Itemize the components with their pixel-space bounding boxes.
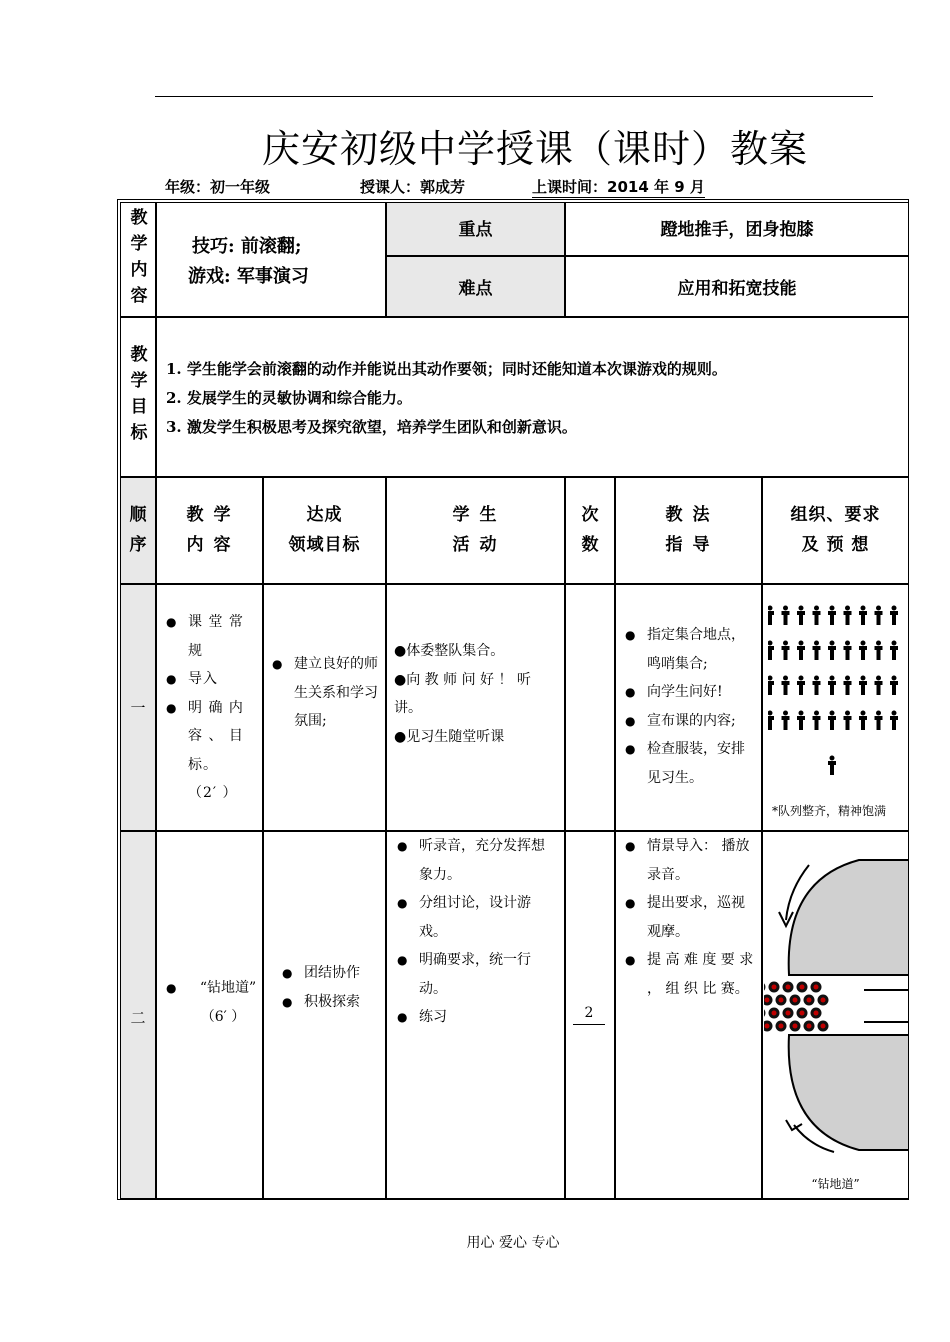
student-figure	[813, 676, 821, 696]
difficulty-value: 应用和拓宽技能	[677, 279, 797, 299]
key-point-value: 蹬地推手，团身抱膝	[660, 220, 814, 240]
row2-content: ● “钻地道” （6′ ）	[166, 974, 258, 1031]
student-dot-center	[772, 985, 777, 990]
class-time-label: 上课时间	[532, 178, 593, 196]
student-figure	[844, 606, 852, 626]
student-figure	[828, 606, 836, 626]
student-dot	[764, 982, 766, 993]
row1-goal: ● 建立良好的师生关系和学习氛围;	[272, 650, 380, 736]
class-time-value: ：2014 年 9 月	[592, 178, 705, 196]
header-method: 教 法 指 导	[665, 505, 712, 555]
student-dot-center	[786, 1011, 791, 1016]
row2-order: 二	[130, 1009, 146, 1027]
student-dot-center	[793, 1024, 798, 1029]
student-dot-center	[807, 1024, 812, 1029]
header-order: 顺 序	[129, 505, 147, 555]
student-figure	[813, 606, 821, 626]
header-org: 组织、要求 及 预 想	[790, 505, 881, 555]
student-figure	[768, 676, 774, 696]
student-figure	[859, 641, 867, 661]
student-dot-center	[765, 1024, 770, 1029]
student-figure	[890, 676, 898, 696]
row2-time: （6′ ）	[200, 1008, 246, 1025]
student-dot	[764, 1008, 766, 1019]
grade-field: 年级：初一年级	[165, 178, 271, 196]
student-dot-center	[765, 998, 770, 1003]
student-figure	[875, 711, 883, 731]
student-figure	[828, 711, 836, 731]
student-figure	[890, 606, 898, 626]
student-figure	[797, 711, 805, 731]
row2-org-caption: “钻地道”	[811, 1177, 860, 1191]
student-figure	[828, 676, 836, 696]
student-dot-center	[821, 998, 826, 1003]
header-content: 教 学 内 容	[186, 505, 233, 555]
student-figure	[844, 676, 852, 696]
formation-diagram	[768, 605, 908, 785]
student-dot-center	[800, 985, 805, 990]
student-figure	[890, 711, 898, 731]
student-figure	[844, 641, 852, 661]
student-dot-center	[772, 1011, 777, 1016]
header-count: 次 数	[581, 505, 599, 555]
row1-count-cell	[565, 584, 615, 831]
teacher-figure	[828, 756, 836, 776]
objective-2: 2. 发展学生的灵敏协调和综合能力。	[166, 389, 412, 407]
row1-time: （2′ ）	[188, 785, 238, 801]
page-title: 庆安初级中学授课（课时）教案	[261, 127, 808, 171]
lesson-plan-table	[117, 199, 909, 1200]
student-figure	[768, 711, 774, 731]
student-figure	[875, 606, 883, 626]
row2-count: 2	[573, 1002, 605, 1025]
student-dot-center	[779, 998, 784, 1003]
student-figure	[875, 676, 883, 696]
row1-activity-item: ●见习生随堂听课	[394, 728, 505, 745]
student-dot-center	[800, 1011, 805, 1016]
row1-content	[166, 608, 256, 808]
content-line-1: 技巧: 前滚翻;	[192, 236, 302, 257]
student-dot-center	[779, 1024, 784, 1029]
row1-order: 一	[130, 699, 146, 717]
student-figure	[797, 641, 805, 661]
row1-org-caption: *队列整齐，精神饱满	[772, 804, 887, 818]
content-line-2: 游戏: 军事演习	[188, 266, 309, 287]
student-figure	[782, 641, 790, 661]
student-figure	[782, 711, 790, 731]
student-figure	[768, 606, 774, 626]
row1-content-item: ● 明 确 内 容 、 目 标。	[166, 694, 256, 780]
student-figure	[828, 641, 836, 661]
student-dot-center	[807, 998, 812, 1003]
student-dot-center	[793, 998, 798, 1003]
row1-content-item: ● 导入	[166, 665, 256, 694]
key-point-label: 重点	[458, 220, 493, 240]
header-activity: 学 生 活 动	[452, 505, 499, 555]
row2-goal: ● 团结协作 ● 积极探索	[282, 959, 382, 1016]
student-figure	[813, 711, 821, 731]
student-figure	[844, 711, 852, 731]
row1-content-item: ● 课 堂 常 规	[166, 608, 256, 665]
student-dot-center	[821, 1024, 826, 1029]
difficulty-label: 难点	[458, 279, 493, 299]
student-dot-center	[814, 985, 819, 990]
student-dot-center	[786, 985, 791, 990]
student-figure	[782, 606, 790, 626]
student-figure	[890, 641, 898, 661]
row1-method: ● 指定集合地点，鸣哨集合; ● 向学生问好! ● 宣布课的内容; ● 检查服装，安排见习生。	[625, 621, 757, 792]
student-figure	[768, 641, 774, 661]
student-figure	[797, 606, 805, 626]
student-figure	[875, 641, 883, 661]
student-figure	[782, 676, 790, 696]
row1-activity-item: ●向 教 师 问 好 ！ 听讲。	[394, 671, 531, 716]
page-footer: 用心 爱心 专心	[466, 1235, 560, 1251]
objectives-section-label: 教 学 目 标	[130, 345, 148, 443]
content-text	[168, 232, 309, 292]
teacher-field: 授课人：郭成芳	[360, 178, 466, 196]
row2-method: ● 情景导入： 播放录音。 ● 提出要求，巡视观摩。 ● 提 高 难 度 要 求 ， 组 织 比 赛。	[625, 832, 757, 1003]
objective-1: 1. 学生能学会前滚翻的动作并能说出其动作要领；同时还能知道本次课游戏的规则。	[166, 360, 727, 378]
class-time-field	[532, 176, 705, 198]
header-rule	[155, 96, 873, 97]
student-dot-center	[814, 1011, 819, 1016]
row1-activity	[394, 637, 558, 751]
row2-activity: ● 听录音，充分发挥想象力。 ● 分组讨论，设计游戏。 ● 明确要求，统一行动。 ● 练习	[397, 832, 557, 1032]
student-figure	[859, 606, 867, 626]
header-goal: 达成 领域目标	[288, 505, 361, 555]
student-figure	[859, 711, 867, 731]
objective-3: 3. 激发学生积极思考及探究欲望，培养学生团队和创新意识。	[166, 418, 577, 436]
row1-activity-item: ●体委整队集合。	[394, 643, 505, 659]
student-figure	[813, 641, 821, 661]
student-figure	[797, 676, 805, 696]
tunnel-diagram	[764, 850, 909, 1160]
content-section-label: 教 学 内 容	[130, 208, 148, 306]
student-figure	[859, 676, 867, 696]
